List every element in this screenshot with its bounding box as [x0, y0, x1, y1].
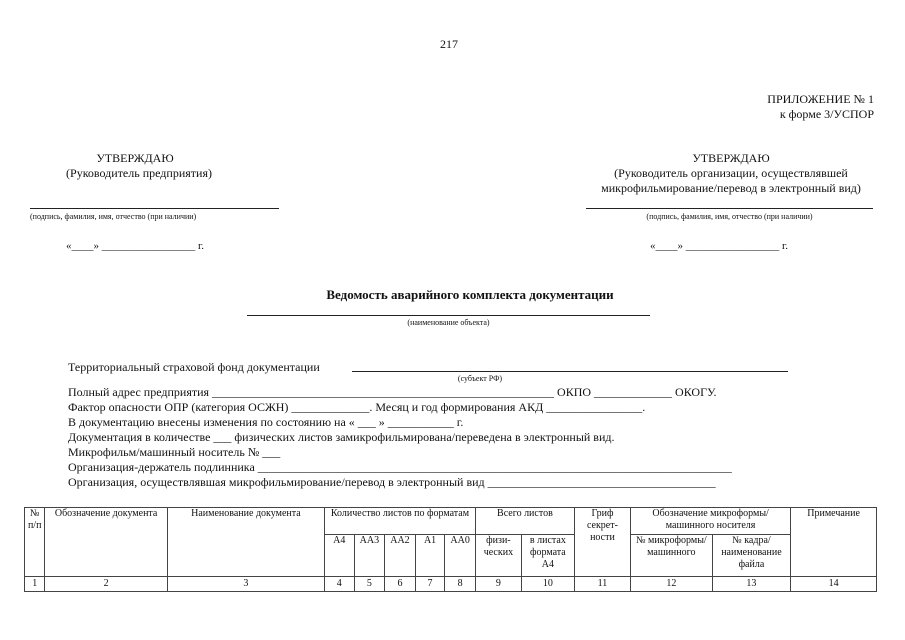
approve-left-caption: (подпись, фамилия, имя, отчество (при наличии)	[30, 212, 197, 221]
header-designation: Обозначение документа	[45, 508, 167, 577]
col-number: 4	[324, 577, 354, 592]
col-number: 9	[475, 577, 521, 592]
header-secrecy: Гриф секрет-ности	[574, 508, 630, 577]
col-number: 10	[521, 577, 574, 592]
carrier-line: Микрофильм/машинный носитель № ___	[68, 445, 281, 459]
col-number: 5	[354, 577, 385, 592]
object-name-line	[247, 315, 650, 316]
object-caption: (наименование объекта)	[407, 318, 490, 327]
format-a1: А1	[415, 535, 445, 577]
org-line: Организация, осуществлявшая микрофильмирование/перевод в электронный вид ______________________________________	[68, 475, 716, 489]
col-number: 1	[25, 577, 45, 592]
col-number: 2	[45, 577, 167, 592]
approve-right-role1: (Руководитель организации, осуществлявшей	[614, 166, 848, 180]
col-number: 13	[712, 577, 791, 592]
approve-left-signature-line	[30, 208, 279, 209]
appendix-line1: ПРИЛОЖЕНИЕ № 1	[767, 92, 874, 106]
approve-right-title: УТВЕРЖДАЮ	[692, 151, 770, 165]
approve-left-date: «____» _________________ г.	[66, 240, 205, 252]
hazard-line: Фактор опасности ОПР (категория ОСЖН) _____________. Месяц и год формирования АКД ________________.	[68, 400, 646, 414]
format-a4: А4	[324, 535, 354, 577]
approve-right-caption: (подпись, фамилия, имя, отчество (при наличии)	[646, 212, 813, 221]
col-number: 12	[631, 577, 713, 592]
header-note: Примечание	[791, 508, 877, 577]
approve-right-signature-line	[586, 208, 873, 209]
address-line: Полный адрес предприятия _________________________________________________________ ОКПО _____________ ОКОГУ.	[68, 385, 717, 399]
format-aa0: АА0	[445, 535, 476, 577]
header-microform: Обозначение микроформы/ машинного носителя	[631, 508, 791, 535]
frame-number: № кадра/ наименование файла	[712, 535, 791, 577]
fund-label: Территориальный страховой фонд документации	[68, 360, 320, 374]
header-formats: Количество листов по форматам	[324, 508, 475, 535]
col-number: 11	[574, 577, 630, 592]
quantity-line: Документация в количестве ___ физических листов замикрофильмирована/переведена в электронный вид.	[68, 430, 615, 444]
approve-left-role: (Руководитель предприятия)	[66, 166, 212, 180]
col-number: 3	[167, 577, 324, 592]
header-doc-name: Наименование документа	[167, 508, 324, 577]
col-number: 8	[445, 577, 476, 592]
col-number: 7	[415, 577, 445, 592]
col-number: 14	[791, 577, 877, 592]
page-number: 217	[440, 37, 458, 51]
micro-number: № микроформы/ машинного	[631, 535, 713, 577]
col-number: 6	[385, 577, 416, 592]
holder-line: Организация-держатель подлинника _______________________________________________________________________________	[68, 460, 732, 474]
document-title: Ведомость аварийного комплекта документации	[326, 287, 614, 302]
approve-right-role2: микрофильмирование/перевод в электронный вид)	[601, 181, 861, 195]
format-aa2: АА2	[385, 535, 416, 577]
approve-left-title: УТВЕРЖДАЮ	[96, 151, 174, 165]
total-physical: физи-ческих	[475, 535, 521, 577]
header-num: № п/п	[25, 508, 45, 577]
documents-table	[24, 507, 877, 592]
approve-right-date: «____» _________________ г.	[650, 240, 789, 252]
total-a4: в листах формата А4	[521, 535, 574, 577]
changes-line: В документацию внесены изменения по состоянию на « ___ » ___________ г.	[68, 415, 464, 429]
format-aa3: АА3	[354, 535, 385, 577]
fund-line	[352, 371, 788, 372]
subject-caption: (субъект РФ)	[457, 374, 503, 383]
header-total-sheets: Всего листов	[475, 508, 574, 535]
appendix-line2: к форме 3/УСПОР	[779, 107, 874, 121]
